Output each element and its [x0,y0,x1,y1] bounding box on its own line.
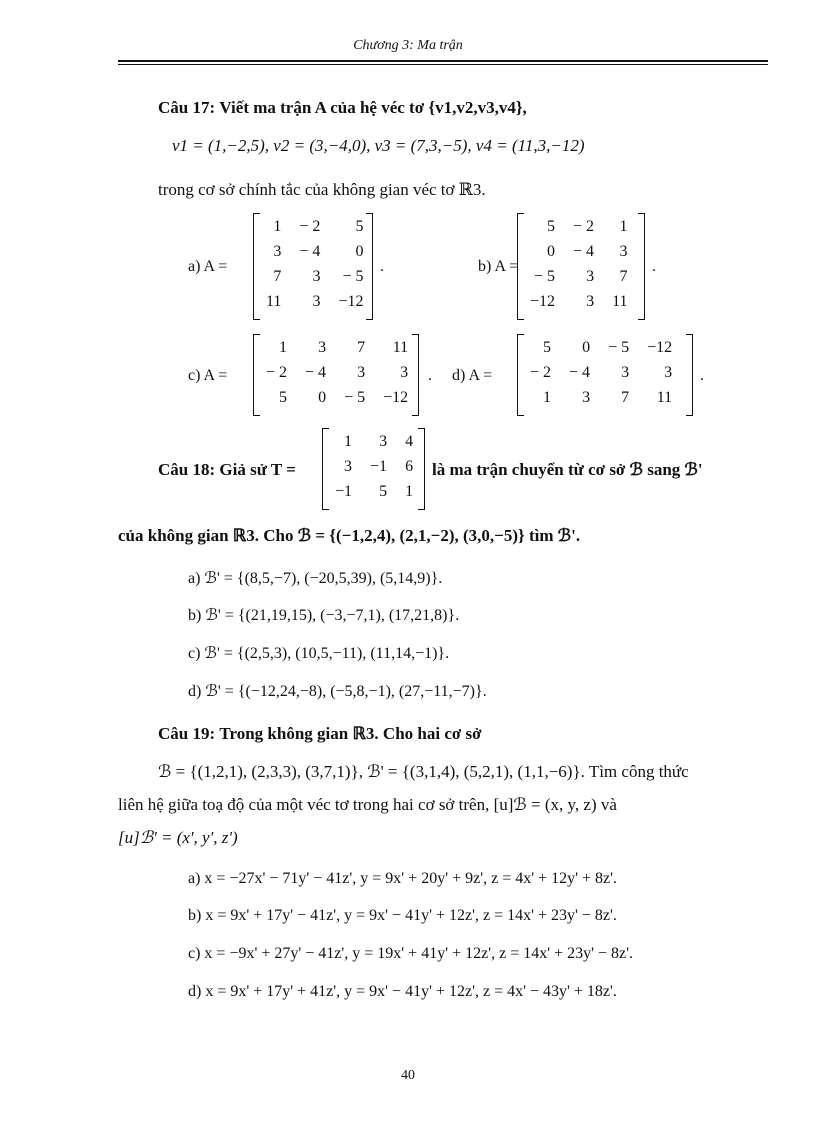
q19-option-d: d) x = 9x' + 17y' + 41z', y = 9x' − 41y' + 12z', z = 4x' − 43y' + 18z'. [188,983,617,1000]
matrix-entry: 1 [619,217,628,235]
matrix-a [257,214,372,314]
matrix-c-dot: . [428,367,432,384]
q17-title: Viết ma trận A của hệ véc tơ {v1,v2,v3,v4}, [219,98,527,117]
matrix-a-dot: . [380,258,384,275]
q18-option-a: a) ℬ' = {(8,5,−7), (−20,5,39), (5,14,9)}. [188,570,443,587]
matrix-entry: − 5 [534,267,556,285]
matrix-entry: 5 [355,217,364,235]
q19-relation: liên hệ giữa toạ độ của một véc tơ trong hai cơ sở trên, [u]ℬ = (x, y, z) và [118,795,617,814]
matrix-b-right-bracket [638,213,645,320]
q18-heading [158,460,296,480]
matrix-entry: 7 [357,338,366,356]
q18-after-matrix: là ma trận chuyển từ cơ sở ℬ sang ℬ' [432,460,703,479]
matrix-b-dot: . [652,258,656,275]
q17-heading [158,98,527,118]
matrix-entry: 3 [273,242,282,260]
matrix-entry: − 2 [573,217,595,235]
matrix-entry: − 5 [344,388,366,406]
q19-coords: [u]ℬ' = (x', y', z') [118,828,238,847]
matrix-entry: −1 [370,457,388,475]
matrix-c [257,335,417,410]
q17-option-a-prefix: a) A = [188,258,228,275]
matrix-entry: 3 [619,242,628,260]
q18-line2: của không gian ℝ3. Cho ℬ = {(−1,2,4), (2,1,−2), (3,0,−5)} tìm ℬ'. [118,526,581,545]
matrix-entry: 3 [312,292,321,310]
header-rule-thin [118,64,768,65]
matrix-entry: 0 [547,242,556,260]
matrix-b [521,214,636,314]
matrix-entry: −12 [338,292,364,310]
q18-option-b: b) ℬ' = {(21,19,15), (−3,−7,1), (17,21,8)}. [188,607,460,624]
matrix-entry: 0 [582,338,591,356]
q17-option-c-prefix: c) A = [188,367,228,384]
q17-option-b-prefix: b) A = [478,258,519,275]
running-header: Chương 3: Ma trận [353,38,463,53]
matrix-entry: 3 [318,338,327,356]
matrix-t-right-bracket [418,428,425,510]
matrix-entry: 3 [357,363,366,381]
matrix-d [521,335,681,410]
matrix-entry: 3 [621,363,630,381]
q17-basis-text: trong cơ sở chính tắc của không gian véc tơ ℝ3. [158,180,486,199]
q18-option-c: c) ℬ' = {(2,5,3), (10,5,−11), (11,14,−1)}. [188,645,450,662]
q19-label: Câu 19: [158,724,216,743]
matrix-entry: 5 [279,388,288,406]
matrix-a-right-bracket [366,213,373,320]
q17-label: Câu 17: [158,98,216,117]
matrix-entry: − 2 [530,363,552,381]
q18-option-d: d) ℬ' = {(−12,24,−8), (−5,8,−1), (27,−11,−7)}. [188,683,487,700]
matrix-entry: 0 [318,388,327,406]
matrix-entry: 3 [379,432,388,450]
q19-title: Trong không gian ℝ3. Cho hai cơ sở [219,724,482,743]
matrix-c-right-bracket [412,334,419,416]
q18-label: Câu 18: [158,460,216,479]
matrix-entry: 1 [273,217,282,235]
matrix-d-dot: . [700,367,704,384]
matrix-entry: − 4 [299,242,321,260]
matrix-entry: 7 [621,388,630,406]
matrix-entry: 3 [664,363,673,381]
matrix-entry: 3 [582,388,591,406]
page-number: 40 [401,1068,415,1083]
matrix-entry: 11 [656,388,673,406]
matrix-entry: 1 [543,388,552,406]
matrix-entry: 1 [405,482,414,500]
matrix-entry: 6 [405,457,414,475]
matrix-entry: 1 [344,432,353,450]
matrix-entry: 11 [612,292,628,310]
q17-vectors: v1 = (1,−2,5), v2 = (3,−4,0), v3 = (7,3,−5), v4 = (11,3,−12) [172,136,585,155]
matrix-entry: −12 [383,388,409,406]
matrix-entry: 3 [312,267,321,285]
q18-intro: Giả sử T = [219,460,296,479]
header-rule-thick [118,60,768,62]
q17-option-d-prefix: d) A = [452,367,493,384]
matrix-entry: 0 [355,242,364,260]
matrix-t [326,429,422,504]
matrix-entry: 11 [392,338,409,356]
matrix-entry: 3 [586,267,595,285]
matrix-entry: − 2 [299,217,321,235]
matrix-entry: − 5 [342,267,364,285]
q19-heading [158,724,482,744]
matrix-entry: 5 [547,217,556,235]
matrix-entry: − 4 [569,363,591,381]
q19-option-c: c) x = −9x' + 27y' − 41z', y = 19x' + 41y' + 12z', z = 14x' + 23y' − 8z'. [188,945,634,962]
q19-option-b: b) x = 9x' + 17y' − 41z', y = 9x' − 41y' + 12z', z = 14x' + 23y' − 8z'. [188,907,617,924]
matrix-entry: 5 [379,482,388,500]
matrix-entry: −12 [530,292,556,310]
q19-option-a: a) x = −27x' − 71y' − 41z', y = 9x' + 20y' + 9z', z = 4x' + 12y' + 8z'. [188,870,618,887]
matrix-entry: −1 [335,482,353,500]
matrix-entry: 3 [586,292,595,310]
matrix-entry: 5 [543,338,552,356]
matrix-entry: 7 [273,267,282,285]
matrix-entry: 3 [344,457,353,475]
matrix-entry: −12 [647,338,673,356]
matrix-entry: 11 [266,292,282,310]
matrix-entry: 1 [279,338,288,356]
matrix-entry: − 5 [608,338,630,356]
matrix-entry: 3 [400,363,409,381]
matrix-entry: − 4 [305,363,327,381]
matrix-entry: − 4 [573,242,595,260]
matrix-d-right-bracket [686,334,693,416]
matrix-entry: 4 [405,432,414,450]
matrix-entry: 7 [619,267,628,285]
matrix-entry: − 2 [266,363,288,381]
q19-bases: ℬ = {(1,2,1), (2,3,3), (3,7,1)}, ℬ' = {(3,1,4), (5,2,1), (1,1,−6)}. Tìm công thức [158,762,689,781]
